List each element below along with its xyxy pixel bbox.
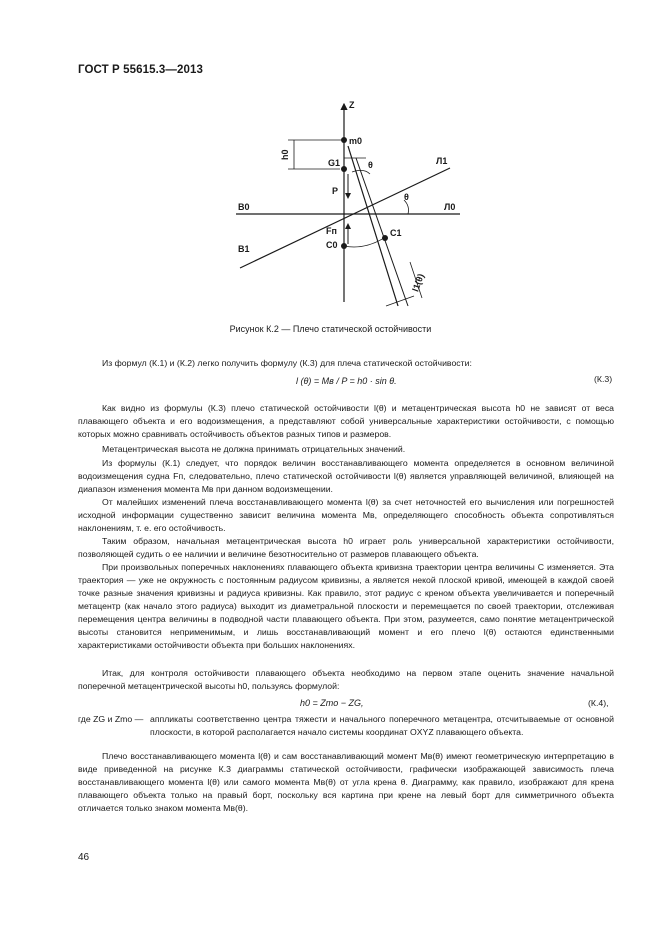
paragraph-6: Таким образом, начальная метацентрическая высота h0 играет роль универсальной характеристики остойчивости, позволяющей судить о ее наличии и величине безотносительно от размеров плавающего объекта. [78,536,614,559]
label-theta-top: θ [368,160,373,170]
label-g1: G1 [328,158,341,168]
point-g1 [341,166,347,172]
stability-arm-figure [228,96,468,312]
label-b1: B1 [238,244,250,254]
paragraph-2: Как видно из формулы (К.3) плечо статической остойчивости l(θ) и метацентрическая высота h0 не зависят от веса плавающего объекта и его водоизмещения, а представляют собой универсальные характеристики остойчивости, с помощью которых можно сравнивать остойчивость объектов разных типов и размеров. [78,403,614,439]
definition-block [78,713,614,753]
label-l1: Л1 [436,156,448,166]
label-l0: Л0 [444,202,456,212]
equation-k3-number: (К.3) [594,374,613,384]
definition-text: аппликаты соответственно центра тяжести и начального поперечного метацентра, отсчитываемые от основной плоскости, в которой располагается начало системы координат OXYZ плавающего объекта. [150,714,614,737]
definition-label: где ZG и Zmo — [78,714,144,724]
paragraph-1: Из формул (К.1) и (К.2) легко получить формулу (К.3) для плеча статической остойчивости: [102,358,472,368]
arm-dimension [386,296,414,306]
paragraph-3: Метацентрическая высота не должна принимать отрицательных значений. [102,444,406,454]
figure-caption: Рисунок К.2 — Плечо статической остойчивости [229,324,432,334]
label-b0: B0 [238,202,250,212]
paragraph-8: Итак, для контроля остойчивости плавающего объекта необходимо на первом этапе оценить значение начальной поперечной метацентрической высоты h0, пользуясь формулой: [78,668,614,691]
paragraph-5: От малейших изменений плеча восстанавливающего момента l(θ) за счет неточностей его вычисления или погрешностей исходной информации существенно зависит величина момента Mв, определяющего способность объекта сопротивляться наклонениям, т. е. его остойчивость. [78,497,614,533]
document-header: ГОСТ Р 55615.3—2013 [78,64,203,76]
label-fn: Fп [326,226,337,236]
equation-k3: l (θ) = Mв / P = h0 · sin θ. [296,376,397,386]
paragraph-4: Из формулы (К.1) следует, что порядок величин восстанавливающего момента определяется в основном величиной водоизмещения судна Fп, следовательно, плечо статической остойчивости l(θ) является управляющей величиной, влияющей на диапазон изменения момента Mв при данном водоизмещении. [78,458,614,494]
label-m0: m0 [349,136,363,146]
inclined-centreline [348,146,398,306]
label-c1: C1 [390,228,402,238]
equation-k4: h0 = Zmo − ZG, [300,698,364,708]
waterline-b1-l1 [240,168,450,268]
label-c0: C0 [326,240,338,250]
page-number: 46 [78,852,90,863]
equation-k4-number: (К.4), [588,698,609,708]
point-c1 [382,235,388,241]
theta-arc-right [404,200,409,214]
paragraph-9: Плечо восстанавливающего момента l(θ) и сам восстанавливающий момент Mв(θ) имеют геометрическую интерпретацию в виде приведенной на рисунке К.3 диаграммы статической остойчивости, графически изображающей зависимость плеча восстанавливающего момента l(θ) или самого момента Mв(θ) от угла крена θ. Диаграмму, как правило, изображают для крена плавающего объекта только на правый борт, поскольку вся картина при крене на левый борт для симметричного объекта отличается только знаком момента Mв(θ). [78,751,614,813]
label-z: Z [349,100,355,110]
label-theta-right: θ [404,192,409,202]
paragraph-7: При произвольных поперечных наклонениях плавающего объекта кривизна траектории центра величины C изменяется. Эта траектория — уже не окружность с постоянным радиусом кривизны, а является некой плоской кривой, имеющей в каждой своей точке разные значения кривизны и радиуса кривизны. Как правило, этот радиус с креном объекта увеличивается и поперечный метацентр (как начало этого радиуса) выходит из диаметральной плоскости и перемещается по своей траектории, отслеживая перемещения центра величины в подводной части плавающего объекта. При этом, разумеется, само понятие метацентрической высоты становится неприменимым, и лишь восстанавливающий момент и его плечо l(θ) остаются единственными характеристиками остойчивости объекта при больших наклонениях. [78,562,614,650]
label-p: P [332,186,339,196]
label-arm: l1(θ) [410,272,426,294]
point-m0 [341,137,347,143]
label-h0: h0 [280,149,290,160]
